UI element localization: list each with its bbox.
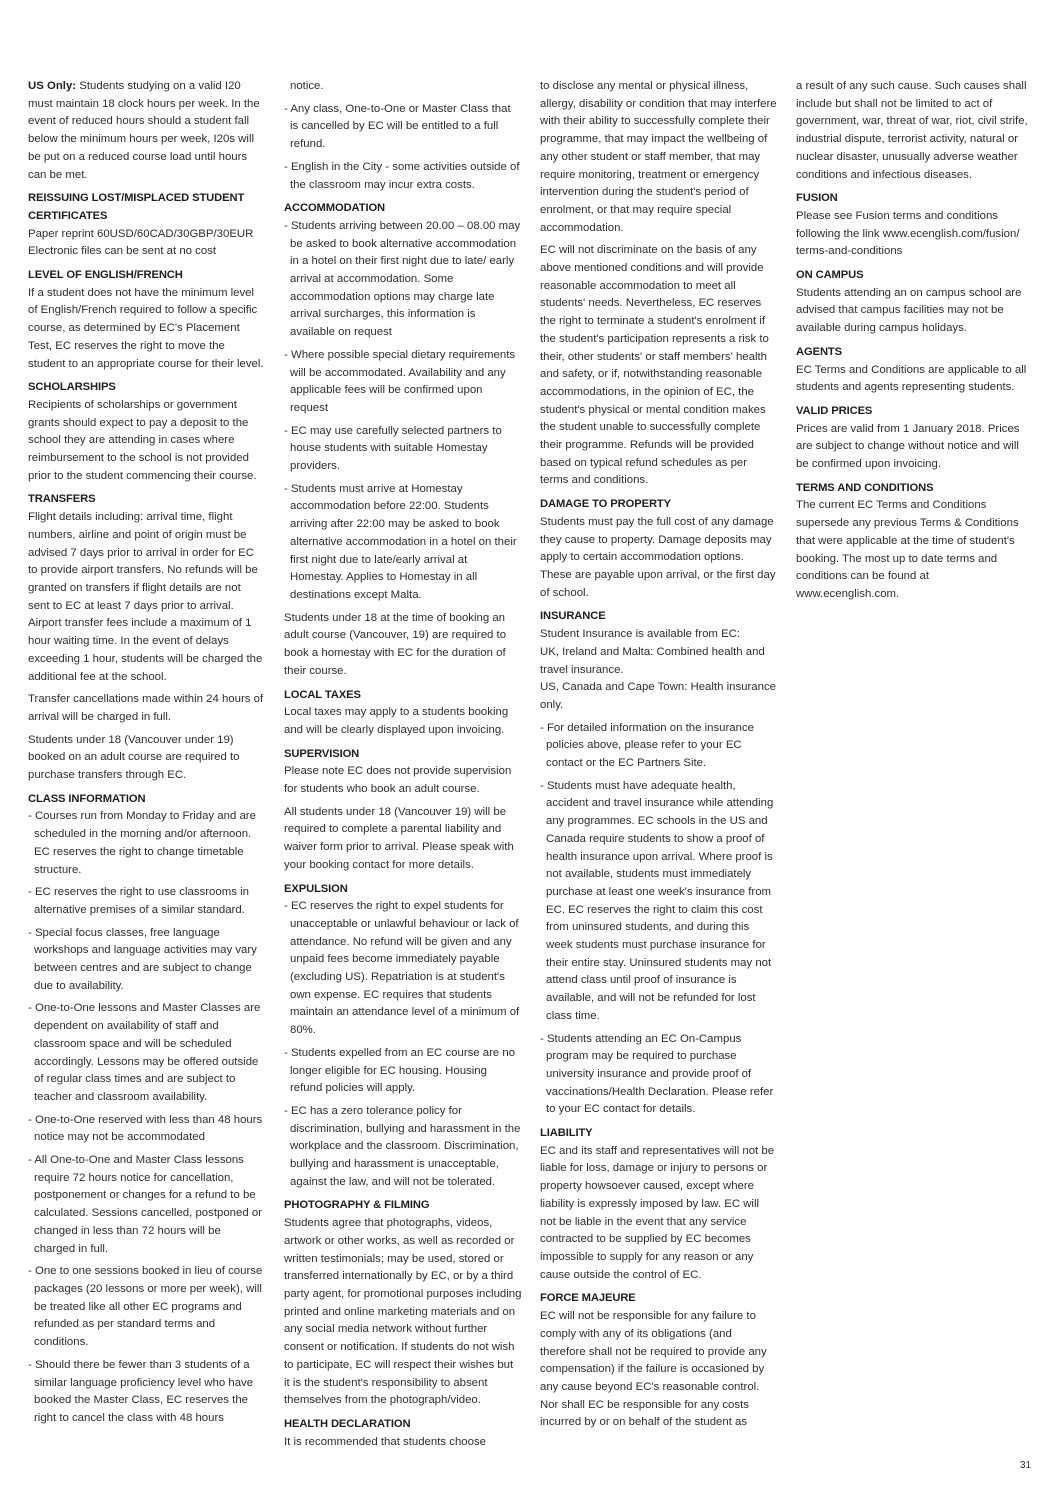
scholarships-paragraph: Recipients of scholarships or government grants should expect to pay a deposit to the school they are attending in cases where reimbursement to the school is not provided prior to the student commencing their course.	[28, 398, 257, 482]
supervision-heading: SUPERVISION	[284, 747, 360, 760]
force-majeure-heading: FORCE MAJEURE	[540, 1292, 636, 1305]
column-4	[796, 78, 1034, 609]
class-continued-text: notice.	[290, 80, 324, 92]
health-declaration-heading: HEALTH DECLARATION	[284, 1417, 411, 1430]
force-majeure-continued-paragraph: a result of any such cause. Such causes shall include but shall not be limited to act of government, war, threat of war, riot, civil strife, industrial dispute, terrorist activity, natural or nuclear disaster, unusually adverse weather conditions and infectious diseases.	[796, 80, 1028, 181]
on-campus-paragraph: Students attending an on campus school are advised that campus facilities may not be available during campus holidays.	[796, 286, 1022, 335]
health-declaration-paragraph: It is recommended that students choose	[284, 1435, 486, 1448]
transfers-paragraph-3: Students under 18 (Vancouver under 19) booked on an adult course are required to purchase transfers through EC.	[28, 733, 240, 782]
class-list-item: - All One-to-One and Master Class lessons require 72 hours notice for cancellation, postponement or changes for a refund to be calculated. Sessions cancelled, postponed or changed in less than 72 hours will be charged in full.	[28, 1154, 262, 1255]
supervision-paragraph-1: Please note EC does not provide supervision for students who book an adult course.	[284, 765, 512, 796]
accommodation-list-item: - Students must arrive at Homestay accommodation before 22:00. Students arriving after 22:00 may be asked to book alternative accommodation in a hotel on their first night due to late/early arrival at Homestay. Applies to Homestay in all destinations except Malta.	[284, 482, 517, 601]
expulsion-list-item: - EC has a zero tolerance policy for discrimination, bullying and harassment in the workplace and the classroom. Discrimination, bullying and harassment is unacceptable, against the law, and will not be tolerated.	[284, 1104, 521, 1188]
level-paragraph: If a student does not have the minimum level of English/French required to follow a specific course, as determined by EC's Placement Test, EC reserves the right to move the student to an appropriate course for their level.	[28, 286, 264, 370]
insurance-list-item: - Students attending an EC On-Campus program may be required to purchase university insurance and provide proof of vaccinations/Health Declaration. Please refer to your EC contact for details.	[540, 1032, 774, 1116]
insurance-list-item: - For detailed information on the insurance policies above, please refer to your EC contact or the EC Partners Site.	[540, 721, 755, 770]
valid-prices-heading: VALID PRICES	[796, 404, 873, 417]
terms-paragraph: The current EC Terms and Conditions supersede any previous Terms & Conditions that were applicable at the time of student's booking. The most up to date terms and conditions can be found at www.ecenglish.com.	[796, 499, 1019, 600]
local-taxes-paragraph: Local taxes may apply to a students booking and will be clearly displayed upon invoicing.	[284, 706, 509, 736]
class-list-item: - Should there be fewer than 3 students of a similar language proficiency level who have booked the Master Class, EC reserves the right to cancel the class with 48 hours	[28, 1358, 254, 1424]
class-list-item: - One-to-One lessons and Master Classes are dependent on availability of staff and classroom space and will be scheduled accordingly. Lessons may be offered outside of regular class times and are subject to teacher and classroom availability.	[28, 1002, 261, 1103]
reissuing-paper-text: Paper reprint 60USD/60CAD/30GBP/30EUR	[28, 227, 254, 240]
reissuing-electronic-text: Electronic files can be sent at no cost	[28, 245, 217, 258]
photography-paragraph: Students agree that photographs, videos, artwork or other works, as well as recorded or written testimonials; may be used, stored or transferred internationally by EC, or by a third party agent, for promotional purposes including printed and online marketing materials and on any social media network without further consent or notification. If students do not wish to participate, EC will respect their wishes but it is the student's responsibility to absent themselves from the photograph/video.	[284, 1217, 522, 1407]
photography-heading: PHOTOGRAPHY & FILMING	[284, 1199, 430, 1212]
column-3	[540, 78, 778, 1437]
expulsion-list-item: - Students expelled from an EC course are no longer eligible for EC housing. Housing refund policies will apply.	[284, 1046, 516, 1095]
expulsion-heading: EXPULSION	[284, 882, 348, 895]
insurance-paragraph-1: Student Insurance is available from EC:	[540, 628, 741, 641]
agents-paragraph: EC Terms and Conditions are applicable to all students and agents representing students.	[796, 363, 1027, 394]
level-heading: LEVEL OF ENGLISH/FRENCH	[28, 269, 183, 282]
class-list-item: - One-to-One reserved with less than 48 hours notice may not be accommodated	[28, 1113, 263, 1144]
valid-prices-paragraph: Prices are valid from 1 January 2018. Prices are subject to change without notice and will be confirmed upon invoicing.	[796, 422, 1020, 471]
insurance-heading: INSURANCE	[540, 610, 606, 623]
agents-heading: AGENTS	[796, 345, 843, 358]
transfers-paragraph-1: Flight details including: arrival time, flight numbers, airline and point of origin must be advised 7 days prior to arrival in order for EC to provide airport transfers. No refunds will be granted on transfers if flight details are not sent to EC at least 7 days prior to arrival. Airport transfer fees include a maximum of 1 hour waiting time. In the event of delays exceeding 1 hour, students will be charged the additional fee at the school.	[28, 511, 263, 683]
accommodation-list-item: - EC may use carefully selected partners to house students with suitable Homestay providers.	[284, 424, 502, 473]
transfers-heading: TRANSFERS	[28, 493, 96, 506]
class-list-item: - One to one sessions booked in lieu of course packages (20 lessons or more per week), will be treated like all other EC programs and refunded as per standard terms and conditions.	[28, 1265, 263, 1349]
column-1	[28, 78, 264, 1433]
insurance-list-item: - Students must have adequate health, accident and travel insurance while attending any programmes. EC schools in the US and Canada require students to show a proof of health insurance upon arrival. Where proof is not available, students must immediately purchase at least one week's insurance from EC. EC reserves the right to claim this cost from uninsured students, and during this week students must purchase insurance for their entire stay. Uninsured students may not attend class until proof of insurance is available, and will not be refunded for lost class time.	[540, 779, 774, 1022]
insurance-paragraph-2: UK, Ireland and Malta: Combined health and travel insurance.	[540, 645, 765, 676]
class-list-item: - Any class, One-to-One or Master Class that is cancelled by EC will be entitled to a full refund.	[284, 102, 511, 151]
reissuing-heading: REISSUING LOST/MISPLACED STUDENT CERTIFICATES	[28, 192, 245, 222]
accommodation-heading: ACCOMMODATION	[284, 202, 386, 215]
terms-heading: TERMS AND CONDITIONS	[796, 481, 934, 494]
us-only-text: Students studying on a valid I20 must maintain 18 clock hours per week. In the event of reduced hours should a student fall below the minimum hours per week, I20s will be put on a reduced course load until hours can be met.	[28, 80, 260, 181]
health-continued-paragraph: to disclose any mental or physical illness, allergy, disability or condition that may interfere with their ability to successfully complete their programme, that may impact the wellbeing of any other student or staff member, that may require monitoring, treatment or emergency intervention during the student's period of enrolment, or that may require special accommodation.	[540, 80, 777, 234]
class-list-item: - English in the City - some activities outside of the classroom may incur extra costs.	[284, 160, 520, 191]
health-paragraph-2: EC will not discriminate on the basis of any above mentioned conditions and will provide reasonable accommodation to meet all students' needs. Nevertheless, EC reserves the right to terminate a student's enrolment if the student's participation represents a risk to their, other students' or staff members' health and safety, or if, notwithstanding reasonable accommodations, in the opinion of EC, the student's physical or mental condition makes the student unable to successfully complete their programme. Refunds will be provided based on typical refund schedules as per terms and conditions.	[540, 244, 769, 487]
damage-heading: DAMAGE TO PROPERTY	[540, 498, 672, 511]
class-info-heading: CLASS INFORMATION	[28, 792, 146, 805]
class-list-item: - Courses run from Monday to Friday and are scheduled in the morning and/or afternoon. EC reserves the right to change timetable structure.	[28, 810, 256, 876]
liability-heading: LIABILITY	[540, 1127, 593, 1140]
supervision-paragraph-2: All students under 18 (Vancouver 19) will be required to complete a parental liability and waiver form prior to arrival. Please speak with your booking contact for more details.	[284, 805, 514, 871]
column-2	[284, 78, 522, 1456]
force-majeure-paragraph: EC will not be responsible for any failure to comply with any of its obligations (and therefore shall not be required to provide any compensation) if the failure is occasioned by any cause beyond EC's reasonable control. Nor shall EC be responsible for any costs incurred by or on behalf of the student as	[540, 1310, 767, 1429]
accommodation-list-item: - Students arriving between 20.00 – 08.00 may be asked to book alternative accommodation in a hotel on their first night due to late/ early arrival at accommodation. Some accommodation options may charge late arrival surcharges, this information is available on request	[284, 219, 521, 339]
class-list-item: - EC reserves the right to use classrooms in alternative premises of a similar standard.	[28, 886, 249, 916]
local-taxes-heading: LOCAL TAXES	[284, 688, 361, 701]
expulsion-list-item: - EC reserves the right to expel students for unacceptable or unlawful behaviour or lack of attendance. No refund will be given and any unpaid fees become immediately payable (excluding US). Repatriation is at student's own expense. EC requires that students maintain an attendance level of a minimum of 80%.	[284, 900, 520, 1037]
us-only-paragraph	[28, 78, 264, 184]
on-campus-heading: ON CAMPUS	[796, 269, 864, 282]
liability-paragraph: EC and its staff and representatives will not be liable for loss, damage or injury to persons or property howsoever caused, except where liability is expressly imposed by law. EC will not be liable in the event that any service contracted to be supplied by EC becomes impossible to supply for any reason or any cause outside the control of EC.	[540, 1144, 775, 1281]
us-only-lead: US Only:	[28, 80, 77, 92]
fusion-heading: FUSION	[796, 192, 838, 205]
damage-paragraph: Students must pay the full cost of any damage they cause to property. Damage deposits may apply to certain accommodation options. These are payable upon arrival, or the first day of school.	[540, 515, 776, 599]
fusion-paragraph: Please see Fusion terms and conditions following the link www.ecenglish.com/fusion/ terms-and-conditions	[796, 209, 1020, 258]
accommodation-list-item: - Where possible special dietary requirements will be accommodated. Availability and any applicable fees will be confirmed upon request	[284, 348, 516, 414]
class-list-item: - Special focus classes, free language workshops and language activities may vary between centres and are subject to change due to availability.	[28, 926, 257, 992]
accommodation-paragraph: Students under 18 at the time of booking an adult course (Vancouver, 19) are required to book a homestay with EC for the duration of their course.	[284, 611, 507, 677]
scholarships-heading: SCHOLARSHIPS	[28, 381, 116, 394]
transfers-paragraph-2: Transfer cancellations made within 24 hours of arrival will be charged in full.	[28, 693, 264, 723]
page-number: 31	[1020, 1460, 1032, 1471]
insurance-paragraph-3: US, Canada and Cape Town: Health insurance only.	[540, 681, 776, 711]
